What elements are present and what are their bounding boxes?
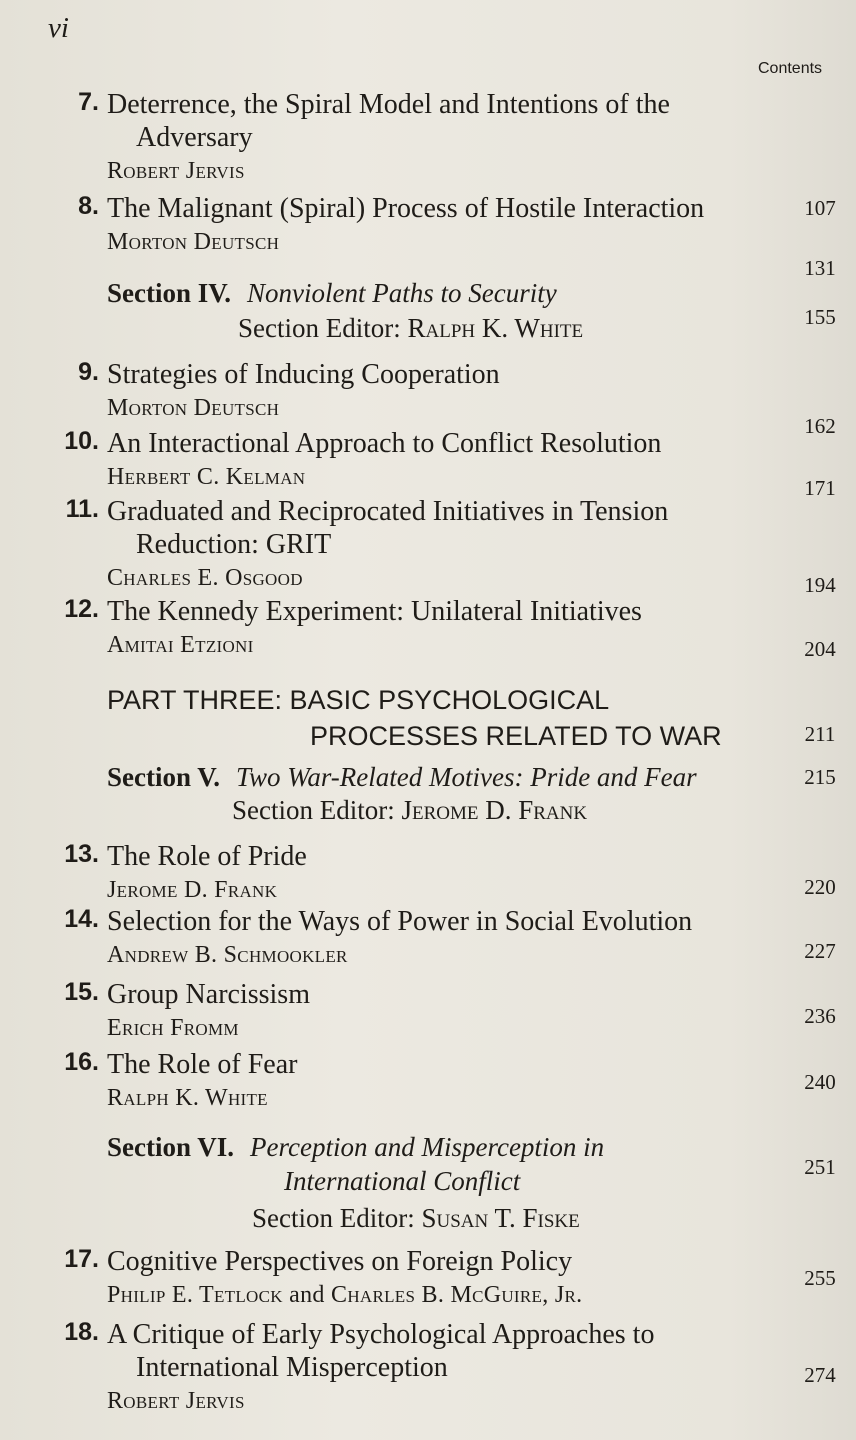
chapter-author: Charles E. Osgood: [107, 565, 303, 591]
toc-entry-14: [44, 905, 784, 972]
chapter-number: 9.: [78, 358, 99, 386]
toc-entry-13: [44, 840, 784, 907]
chapter-title: The Malignant (Spiral) Process of Hostile Interaction: [107, 193, 705, 224]
chapter-author: Robert Jervis: [107, 1388, 245, 1414]
page-number: 162: [804, 414, 836, 438]
chapter-title: Cognitive Perspectives on Foreign Policy: [107, 1246, 573, 1277]
page-number: 220: [804, 875, 836, 899]
section-heading-iv: [107, 276, 797, 310]
section-name: Two War-Related Motives: Pride and Fear: [236, 762, 697, 792]
chapter-title: An Interactional Approach to Conflict Resolution: [107, 428, 662, 459]
chapter-number: 10.: [64, 427, 99, 455]
chapter-author: Philip E. Tetlock and Charles B. McGuire, Jr.: [107, 1282, 583, 1308]
section-label: Section V.: [107, 762, 221, 792]
chapter-title: Strategies of Inducing Cooperation: [107, 359, 500, 390]
chapter-number: 16.: [64, 1048, 99, 1076]
page-number: 274: [804, 1363, 836, 1387]
section-name: Perception and Misperception in: [250, 1132, 605, 1162]
chapter-number: 7.: [78, 88, 99, 116]
chapter-number: 15.: [64, 978, 99, 1006]
part-heading: PART THREE: BASIC PSYCHOLOGICAL PROCESSES RELATED TO WAR: [107, 685, 722, 751]
chapter-author: Andrew B. Schmookler: [107, 942, 348, 968]
chapter-number: 18.: [64, 1318, 99, 1346]
toc-entry-15: [44, 978, 784, 1045]
toc-entry-11: [44, 495, 784, 595]
section-name: Nonviolent Paths to Security: [247, 278, 557, 308]
chapter-author: Morton Deutsch: [107, 395, 280, 421]
section-editor-v: Section Editor: Jerome D. Frank: [232, 795, 588, 825]
toc-entry-7: [44, 88, 784, 188]
toc-entry-8: [44, 192, 784, 259]
toc-entry-18: [44, 1318, 784, 1418]
chapter-author: Robert Jervis: [107, 158, 245, 184]
page-number: 211: [804, 722, 836, 746]
section-name-continued: International Conflict: [284, 1166, 521, 1196]
chapter-title: Group Narcissism: [107, 979, 310, 1010]
section-editor-iv: Section Editor: Ralph K. White: [238, 313, 584, 343]
page-number: 204: [804, 637, 836, 661]
chapter-author: Jerome D. Frank: [107, 877, 278, 903]
chapter-number: 12.: [64, 595, 99, 623]
chapter-author: Morton Deutsch: [107, 229, 280, 255]
page-folio: vi: [48, 12, 69, 44]
toc-entry-17: [44, 1245, 784, 1312]
page-number: 155: [804, 305, 836, 329]
chapter-title: Deterrence, the Spiral Model and Intentions of the Adversary: [107, 89, 670, 153]
page-number: 171: [804, 476, 836, 500]
page-number: 107: [804, 196, 836, 220]
section-heading-v: [107, 760, 797, 794]
section-label: Section IV.: [107, 278, 232, 308]
chapter-number: 13.: [64, 840, 99, 868]
chapter-title: Selection for the Ways of Power in Social Evolution: [107, 906, 693, 937]
chapter-author: Amitai Etzioni: [107, 632, 254, 658]
page-number: 240: [804, 1070, 836, 1094]
page-number: 255: [804, 1266, 836, 1290]
chapter-number: 8.: [78, 192, 99, 220]
chapter-title: The Kennedy Experiment: Unilateral Initiatives: [107, 596, 642, 627]
chapter-title: Graduated and Reciprocated Initiatives in Tension Reduction: GRIT: [107, 496, 669, 560]
chapter-title: The Role of Pride: [107, 841, 307, 872]
chapter-author: Ralph K. White: [107, 1085, 268, 1111]
page-number: 236: [804, 1004, 836, 1028]
section-heading-vi: [107, 1130, 797, 1198]
toc-entry-12: [44, 595, 784, 662]
page-number: 215: [804, 765, 836, 789]
section-editor-vi: Section Editor: Susan T. Fiske: [252, 1203, 580, 1233]
section-label: Section VI.: [107, 1132, 235, 1162]
chapter-author: Erich Fromm: [107, 1015, 239, 1041]
toc-entry-10: [44, 427, 784, 494]
chapter-number: 14.: [64, 905, 99, 933]
running-head: Contents: [758, 60, 823, 77]
toc-entry-16: [44, 1048, 784, 1115]
toc-entry-9: [44, 358, 784, 425]
chapter-number: 11.: [65, 495, 99, 523]
page-number: 227: [804, 939, 836, 963]
chapter-number: 17.: [64, 1245, 99, 1273]
chapter-title: A Critique of Early Psychological Approaches to International Misperception: [107, 1319, 655, 1383]
chapter-title: The Role of Fear: [107, 1049, 298, 1080]
page-number: 194: [804, 573, 836, 597]
chapter-author: Herbert C. Kelman: [107, 464, 306, 490]
page-number: 251: [804, 1155, 836, 1179]
page-number: 131: [804, 256, 836, 280]
